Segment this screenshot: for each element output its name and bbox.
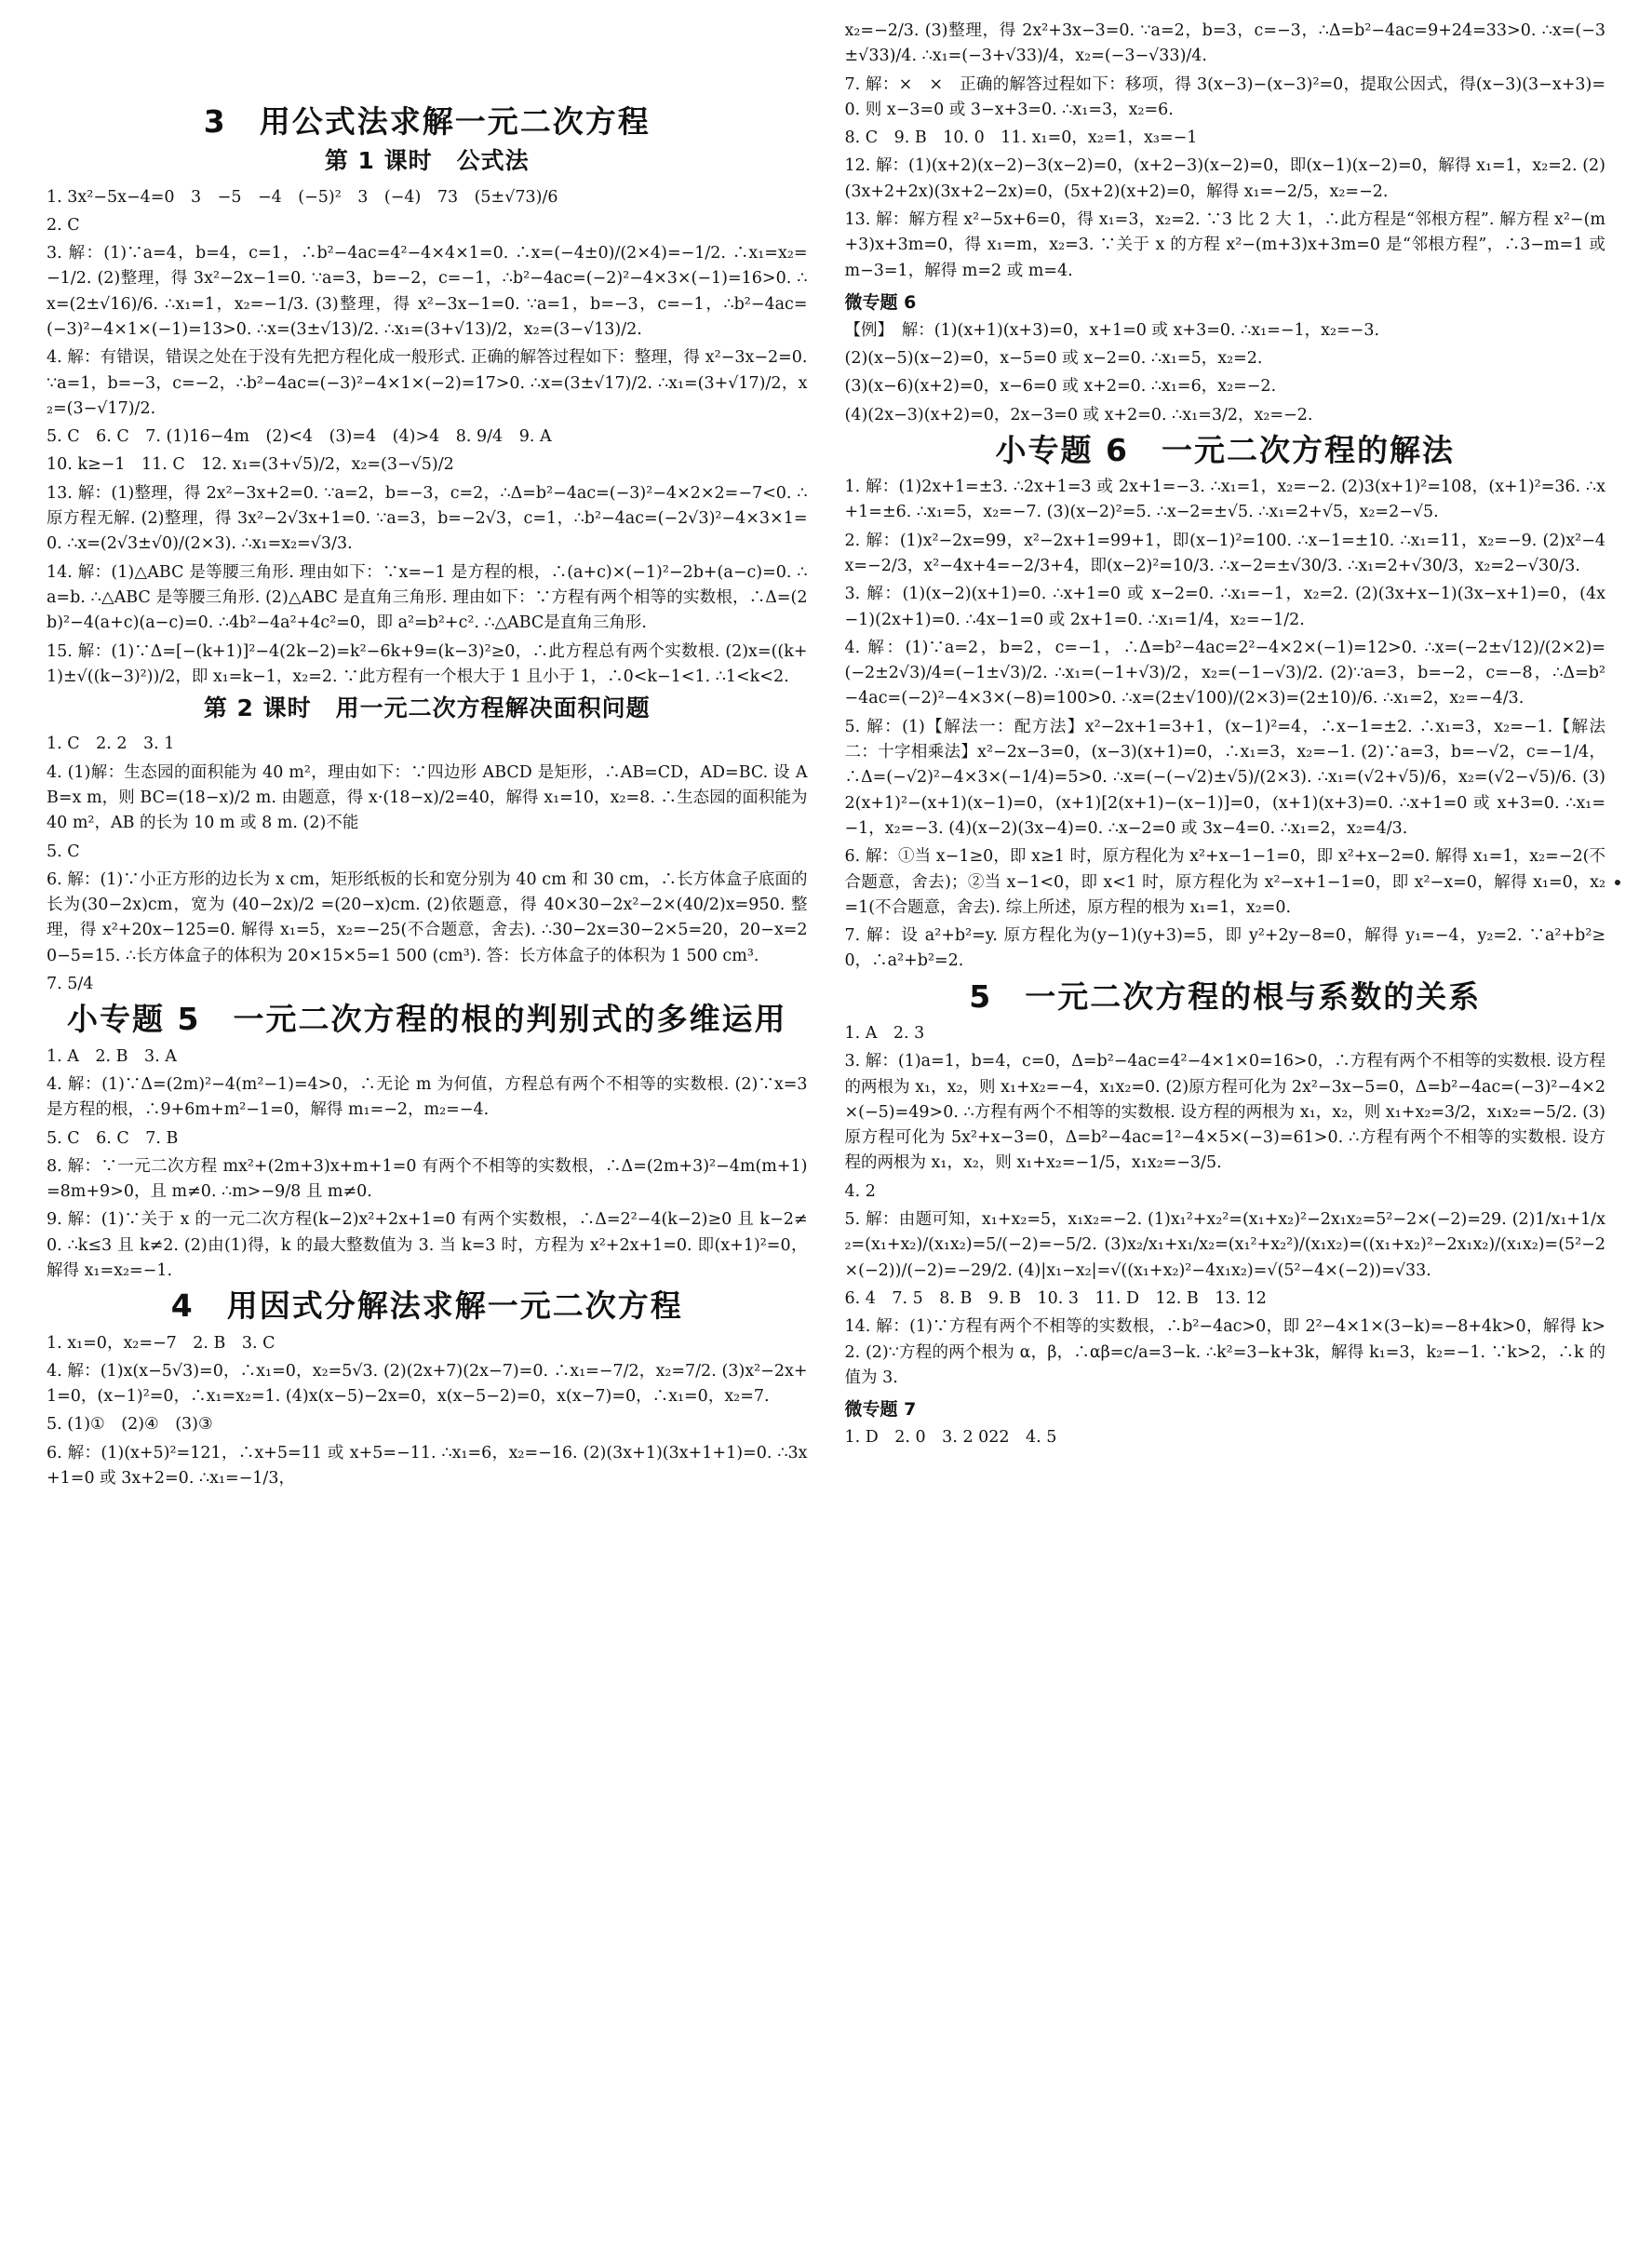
answer-item: 13. 解：解方程 x²−5x+6=0，得 x₁=3，x₂=2. ∵3 比 2 大 1，∴此方程是“邻根方程”. 解方程 x²−(m+3)x+3m=0，得 x₁=m，x₂=3. ∵关于 x 的方程 x²−(m+3)x+3m=0 是“邻根方程”，∴3−m=1 或 m−3=1，解得 m=2 或 m=4.: [844, 210, 1605, 280]
left-column: [47, 102, 808, 2227]
answer-item: 1. x₁=0，x₂=−7 2. B 3. C: [47, 1333, 275, 1353]
answer-item: 13. 解：(1)整理，得 2x²−3x+2=0. ∵a=2，b=−3，c=2，∴Δ=b²−4ac=(−3)²−4×2×2=−7<0. ∴原方程无解. (2)整理，得 3x²−2√3x+1=0. ∵a=3，b=−2√3，c=1，∴b²−4ac=(−2√3)²−4×3×1=0. ∴x=(2√3±√0)/(2×3). ∴x₁=x₂=√3/3.: [47, 483, 808, 554]
answer-item: 5. C 6. C 7. (1)16−4m (2)<4 (3)=4 (4)>4 8. 9/4 9. A: [47, 427, 552, 447]
answer-item: 4. 解：(1)∵a=2，b=2，c=−1，∴Δ=b²−4ac=2²−4×2×(−1)=12>0. ∴x=(−2±√12)/(2×2)=(−2±2√3)/4=(−1±√3)/2. ∴x₁=(−1+√3)/2，x₂=(−1−√3)/2. (2)∵a=3，b=−2，c=−8，∴Δ=b²−4ac=(−2)²−4×3×(−8)=100>0. ∴x=(2±√100)/(2×3)=(2±10)/6. ∴x₁=2，x₂=−4/3.: [844, 638, 1605, 708]
answer-item: 4. 解：(1)∵Δ=(2m)²−4(m²−1)=4>0，∴无论 m 为何值，方程总有两个不相等的实数根. (2)∵x=3 是方程的根，∴9+6m+m²−1=0，解得 m₁=−2，m₂=−4.: [47, 1074, 808, 1120]
micro-topic-7-title: 微专题 7: [844, 1399, 917, 1421]
answer-item: 10. k≥−1 11. C 12. x₁=(3+√5)/2，x₂=(3−√5)/2: [47, 455, 454, 475]
answer-item: (4)(2x−3)(x+2)=0，2x−3=0 或 x+2=0. ∴x₁=3/2，x₂=−2.: [844, 405, 1313, 424]
answer-item: 7. 5/4: [47, 975, 94, 994]
answer-item: 4. 解：有错误，错误之处在于没有先把方程化成一般形式. 正确的解答过程如下：整理，得 x²−3x−2=0. ∵a=1，b=−3，c=−2，∴b²−4ac=(−3)²−4×1×(−2)=17>0. ∴x=(3±√17)/2. ∴x₁=(3+√17)/2，x₂=(3−√17)/2.: [47, 348, 808, 418]
answer-item: 5. C 6. C 7. B: [47, 1128, 179, 1148]
answer-item: 9. 解：(1)∵关于 x 的一元二次方程(k−2)x²+2x+1=0 有两个实数根，∴Δ=2²−4(k−2)≥0 且 k−2≠0. ∴k≤3 且 k≠2. (2)由(1)得，k 的最大整数值为 3. 当 k=3 时，方程为 x²+2x+1=0. 即(x+1)²=0，解得 x₁=x₂=−1.: [47, 1210, 808, 1280]
answer-item: 1. A 2. B 3. A: [47, 1046, 177, 1066]
answer-item: (3)(x−6)(x+2)=0，x−6=0 或 x+2=0. ∴x₁=6，x₂=−2.: [844, 377, 1277, 397]
answer-item: 1. C 2. 2 3. 1: [47, 734, 175, 754]
topic-5-title: 小专题 5 一元二次方程的根的判别式的多维运用: [67, 1001, 787, 1038]
answer-item: 14. 解：(1)△ABC 是等腰三角形. 理由如下：∵x=−1 是方程的根，∴(a+c)×(−1)²−2b+(a−c)=0. ∴a=b. ∴△ABC 是等腰三角形. (2)△ABC 是直角三角形. 理由如下：∵方程有两个相等的实数根，∴Δ=(2b)²−4(a+c)(a−c)=0. ∴4b²−4a²+4c²=0，即 a²=b²+c². ∴△ABC是直角三角形.: [47, 562, 808, 633]
answer-item: 6. 解：①当 x−1≥0，即 x≥1 时，原方程化为 x²+x−1−1=0，即 x²+x−2=0. 解得 x₁=1，x₂=−2(不合题意，舍去)；②当 x−1<0，即 x<1 时，原方程化为 x²−x+1−1=0，即 x²−x=0，解得 x₁=0，x₂=1(不合题意，舍去). 综上所述，原方程的根为 x₁=1，x₂=0.: [844, 847, 1605, 917]
answer-item: 1. 3x²−5x−4=0 3 −5 −4 (−5)² 3 (−4) 73 (5±√73)/6: [47, 187, 558, 207]
answer-item: 5. 解：(1)【解法一：配方法】x²−2x+1=3+1，(x−1)²=4，∴x−1=±2. ∴x₁=3，x₂=−1.【解法二：十字相乘法】x²−2x−3=0，(x−3)(x+1)=0，∴x₁=3，x₂=−1. (2)∵a=3，b=−√2，c=−1/4，∴Δ=(−√2)²−4×3×(−1/4)=5>0. ∴x=(−(−√2)±√5)/(2×3). ∴x₁=(√2+√5)/6，x₂=(√2−√5)/6. (3)2(x+1)²−(x+1)(x−1)=0，(x+1)[2(x+1)−(x−1)]=0，(x+1)(x+3)=0. ∴x+1=0 或 x+3=0. ∴x₁=−1，x₂=−3. (4)(x−2)(3x−4)=0. ∴x−2=0 或 3x−4=0. ∴x₁=2，x₂=4/3.: [844, 717, 1605, 838]
scan-dot-mark: [1615, 880, 1620, 885]
answer-item: 14. 解：(1)∵方程有两个不相等的实数根，∴b²−4ac>0，即 2²−4×1×(3−k)=−8+4k>0，解得 k>2. (2)∵方程的两个根为 α，β，∴αβ=c/a=3−k. ∴k²=3−k+3k，解得 k₁=3，k₂=−1. ∵k>2，∴k 的值为 3.: [844, 1317, 1605, 1387]
answer-item: 1. A 2. 3: [844, 1023, 925, 1043]
answer-item: 1. D 2. 0 3. 2 022 4. 5: [844, 1427, 1057, 1447]
micro-topic-6-title: 微专题 6: [844, 291, 917, 313]
answer-item: 1. 解：(1)2x+1=±3. ∴2x+1=3 或 2x+1=−3. ∴x₁=1，x₂=−2. (2)3(x+1)²=108，(x+1)²=36. ∴x+1=±6. ∴x₁=5，x₂=−7. (3)(x−2)²=5. ∴x−2=±√5. ∴x₁=2+√5，x₂=2−√5.: [844, 478, 1605, 522]
answer-item: x₂=−2/3. (3)整理，得 2x²+3x−3=0. ∵a=2，b=3，c=−3，∴Δ=b²−4ac=9+24=33>0. ∴x=(−3±√33)/4. ∴x₁=(−3+√33)/4，x₂=(−3−√33)/4.: [844, 21, 1605, 66]
answer-item: 8. C 9. B 10. 0 11. x₁=0，x₂=1，x₃=−1: [844, 128, 1198, 148]
answer-item: 5. (1)① (2)④ (3)③: [47, 1415, 213, 1435]
section-4-title: 4 用因式分解法求解一元二次方程: [170, 1287, 683, 1325]
answer-item: 4. 2: [844, 1181, 876, 1201]
answer-item: 4. (1)解：生态园的面积能为 40 m²，理由如下：∵四边形 ABCD 是矩形，∴AB=CD，AD=BC. 设 AB=x m，则 BC=(18−x)/2 m. 由题意，得 x·(18−x)/2=40，解得 x₁=10，x₂=8. ∴生态园的面积能为 40 m²，AB 的长为 10 m 或 8 m. (2)不能: [47, 762, 808, 833]
answer-item: 15. 解：(1)∵Δ=[−(k+1)]²−4(2k−2)=k²−6k+9=(k−3)²≥0，∴此方程总有两个实数根. (2)x=((k+1)±√((k−3)²))/2，即 x₁=k−1，x₂=2. ∵此方程有一个根大于 1 且小于 1，∴0<k−1<1. ∴1<k<2.: [47, 641, 808, 686]
answer-item: 6. 4 7. 5 8. B 9. B 10. 3 11. D 12. B 13. 12: [844, 1288, 1267, 1308]
answer-item: 3. 解：(1)∵a=4，b=4，c=1，∴b²−4ac=4²−4×4×1=0. ∴x=(−4±0)/(2×4)=−1/2. ∴x₁=x₂=−1/2. (2)整理，得 3x²−2x−1=0. ∵a=3，b=−2，c=−1，∴b²−4ac=(−2)²−4×3×(−1)=16>0. ∴x=(2±√16)/6. ∴x₁=1，x₂=−1/3. (3)整理，得 x²−3x−1=0. ∵a=1，b=−3，c=−1，∴b²−4ac=(−3)²−4×1×(−1)=13>0. ∴x=(3±√13)/2. ∴x₁=(3+√13)/2，x₂=(3−√13)/2.: [47, 244, 808, 339]
answer-item: 6. 解：(1)∵小正方形的边长为 x cm，矩形纸板的长和宽分别为 40 cm 和 30 cm，∴长方体盒子底面的长为(30−2x)cm，宽为 (40−2x)/2 =(20−x)cm. (2)依题意，得 40×30−2x²−2×(40/2)x=950. 整理，得 x²+20x−125=0. 解得 x₁=5，x₂=−25(不合题意，舍去). ∴30−2x=30−2×5=20，20−x=20−5=15. ∴长方体盒子的体积为 20×15×5=1 500 (cm³). 答：长方体盒子的体积为 1 500 cm³.: [47, 869, 808, 965]
answer-item: 3. 解：(1)(x−2)(x+1)=0. ∴x+1=0 或 x−2=0. ∴x₁=−1，x₂=2. (2)(3x+x−1)(3x−x+1)=0，(4x−1)(2x+1)=0. ∴4x−1=0 或 2x+1=0. ∴x₁=1/4，x₂=−1/2.: [844, 585, 1605, 629]
topic-6-title: 小专题 6 一元二次方程的解法: [995, 431, 1455, 468]
answer-item: 5. C: [47, 842, 80, 861]
right-column: [845, 19, 1606, 2227]
answer-item: 7. 解：设 a²+b²=y. 原方程化为(y−1)(y+3)=5，即 y²+2y−8=0，解得 y₁=−4，y₂=2. ∵a²+b²≥0，∴a²+b²=2.: [844, 926, 1605, 971]
answer-item: 2. C: [47, 215, 80, 235]
section-3-lesson-1-title: 第 1 课时 公式法: [324, 147, 530, 175]
answer-item: 2. 解：(1)x²−2x=99，x²−2x+1=99+1，即(x−1)²=100. ∴x−1=±10. ∴x₁=11，x₂=−9. (2)x²−4x=−2/3，x²−4x+4=−2/3+4，即(x−2)²=10/3. ∴x−2=±√30/3. ∴x₁=2+√30/3，x₂=2−√30/3.: [844, 531, 1605, 575]
section-3-title: 3 用公式法求解一元二次方程: [203, 103, 651, 140]
answer-item: (2)(x−5)(x−2)=0，x−5=0 或 x−2=0. ∴x₁=5，x₂=2.: [844, 348, 1263, 368]
section-3-lesson-2-title: 第 2 课时 用一元二次方程解决面积问题: [203, 694, 651, 722]
answer-item: 【例】 解：(1)(x+1)(x+3)=0，x+1=0 或 x+3=0. ∴x₁=−1，x₂=−3.: [844, 320, 1380, 340]
section-5-title: 5 一元二次方程的根与系数的关系: [969, 977, 1482, 1015]
answer-item: 3. 解：(1)a=1，b=4，c=0，Δ=b²−4ac=4²−4×1×0=16>0，∴方程有两个不相等的实数根. 设方程的两根为 x₁，x₂，则 x₁+x₂=−4，x₁x₂=0. (2)原方程可化为 2x²−3x−5=0，Δ=b²−4ac=(−3)²−4×2×(−5)=49>0. ∴方程有两个不相等的实数根. 设方程的两根为 x₁，x₂，则 x₁+x₂=3/2，x₁x₂=−5/2. (3)原方程可化为 5x²+x−3=0，Δ=b²−4ac=1²−4×5×(−3)=61>0. ∴方程有两个不相等的实数根. 设方程的两根为 x₁，x₂，则 x₁+x₂=−1/5，x₁x₂=−3/5.: [844, 1052, 1605, 1173]
answer-item: 8. 解：∵一元二次方程 mx²+(2m+3)x+m+1=0 有两个不相等的实数根，∴Δ=(2m+3)²−4m(m+1)=8m+9>0，且 m≠0. ∴m>−9/8 且 m≠0.: [47, 1156, 808, 1202]
answer-item: 12. 解：(1)(x+2)(x−2)−3(x−2)=0，(x+2−3)(x−2)=0，即(x−1)(x−2)=0，解得 x₁=1，x₂=2. (2)(3x+2+2x)(3x+2−2x)=0，(5x+2)(x+2)=0，解得 x₁=−2/5，x₂=−2.: [844, 156, 1605, 201]
answer-item: 4. 解：(1)x(x−5√3)=0，∴x₁=0，x₂=5√3. (2)(2x+7)(2x−7)=0. ∴x₁=−7/2，x₂=7/2. (3)x²−2x+1=0，(x−1)²=0，∴x₁=x₂=1. (4)x(x−5)−2x=0，x(x−5−2)=0，x(x−7)=0，∴x₁=0，x₂=7.: [47, 1361, 808, 1407]
answer-item: 5. 解：由题可知，x₁+x₂=5，x₁x₂=−2. (1)x₁²+x₂²=(x₁+x₂)²−2x₁x₂=5²−2×(−2)=29. (2)1/x₁+1/x₂=(x₁+x₂)/(x₁x₂)=5/(−2)=−5/2. (3)x₂/x₁+x₁/x₂=(x₁²+x₂²)/(x₁x₂)=((x₁+x₂)²−2x₁x₂)/(x₁x₂)=(5²−2×(−2))/(−2)=−29/2. (4)|x₁−x₂|=√((x₁+x₂)²−4x₁x₂)=√(5²−4×(−2))=√33.: [844, 1210, 1605, 1280]
answer-item: 7. 解：× × 正确的解答过程如下：移项，得 3(x−3)−(x−3)²=0，提取公因式，得(x−3)(3−x+3)=0. 则 x−3=0 或 3−x+3=0. ∴x₁=3，x₂=6.: [844, 74, 1605, 119]
answer-item: 6. 解：(1)(x+5)²=121，∴x+5=11 或 x+5=−11. ∴x₁=6，x₂=−16. (2)(3x+1)(3x+1+1)=0. ∴3x+1=0 或 3x+2=0. ∴x₁=−1/3，: [47, 1443, 808, 1489]
